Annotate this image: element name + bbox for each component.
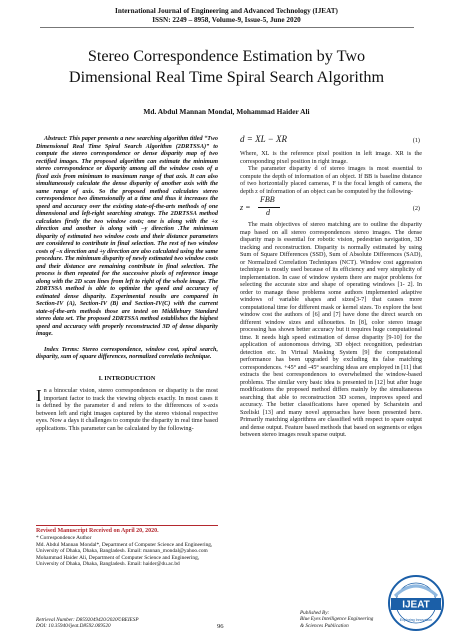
section-heading: I. INTRODUCTION [98,374,156,382]
correspondence-note: * Correspondence Author [36,535,92,542]
page-number: 96 [217,623,224,630]
author2-affiliation: Mohammad Haider Ali, Department of Computer Science and Engineering, University of Dhaka, Dhaka, Bangladesh. Email: haider@du.ac.bd [36,554,200,568]
title-line-1: Stereo Correspondence Estimation by Two [87,47,366,65]
logo-ring-text: Exploring Innovation [399,618,433,622]
manuscript-note [36,525,218,567]
intro-paragraph [36,388,218,433]
published-by: Published By: [300,610,330,616]
doi: DOI: 10.35940/ijeat.D8592.069520 [36,623,111,630]
journal-header [0,7,453,25]
publisher-line-1: Blue Eyes Intelligence Engineering [300,616,374,623]
index-terms: Index Terms: Stereo correspondence, window cost, spiral search, disparity, sum of square differences, normalized correlatio technique. [36,346,218,360]
publisher-line-2: & Sciences Publication [300,622,349,629]
equation-2-number: (2) [412,205,420,212]
retrieval-number: Retrieval Number: D8592049420/2020©BEIESP [36,617,139,623]
author1-affiliation: Md. Abdul Mannan Mondal*, Department of Computer Science and Engineering, University of Dhaka, Dhaka, Bangladesh. Email: mannan_mondal@yahoo.com [36,541,213,555]
equation-2-denominator: d [266,208,270,217]
header-rule [40,27,414,28]
equation-2-numerator: FBB [260,195,275,204]
ijeat-logo [385,574,447,632]
equation-1 [240,136,422,151]
title-line-2: Dimensional Real Time Spiral Search Algorithm [68,68,385,86]
footer-retrieval [36,617,139,630]
left-column [36,136,218,433]
logo-text: IJEAT [402,599,430,611]
where-paragraph: Where, XL is the reference pixel position in left image. XR is the corresponding pixel position in right image. [240,151,422,165]
disparity-paragraph: The parameter disparity d of stereo images is most essential to compute the depth of information of an object. If BB is baseline distance of two horizontally placed cameras, F is the focal length of camera, the depth z of information of an object can be computed by the following- [240,166,422,195]
paper-title [20,46,433,88]
drop-cap: I [36,386,42,405]
publisher-info [300,610,373,629]
abstract: Abstract: This paper presents a new searching algorithm titled “Two Dimensional Real Time Spiral Search Algorithm (2DRTSSA)” to compute the stereo correspondence or dense disparity map of two rectified images. The proposed algorithm can estimate the minimum stereo correspondence or disparity among all the window costs of a fixed axis from minimum to maximum range of that axis. It can also simultaneously calculate the dense disparity of another axis with the same range of axis. So the proposed method calculates stereo correspondence two dimensionally at a time and thus it increases the speed and accuracy over the existing state-of-the-arts methods of one dimensional and left-right searching strategy. The 2DRTSSA method calculates firstly the two window costs; one is along with the +x direction and another is along with –y direction .The minimum disparity of estimated two window costs and their distance parameters are considered to contribute in final selection. The rest of two window costs of –x direction and +y direction are also calculated using the same procedure. The minimum disparity of newly estimated two window costs and their distance are remaining contribute in final selection. The process is then repeated for the successive pixels of reference image along with the 2D scan lines from left to right of the whole image. The 2DRTSSA method is able to optimize the speed and accuracy of estimated dense disparity. Experimental results are compared in Section-IV (A), Section-IV (B) and Section-IV(C) with the current state-of-the-arts methods those are tested on Middlebury Standard stereo data set. The proposed 2DRTSSA method establishes the highest speed and accuracy with properly reconstructed 3D of dense disparity image. [36,136,218,337]
equation-2-lhs: z = [240,203,251,212]
equation-1-text: d = XL − XR [240,134,287,144]
journal-issn: ISSN: 2249 – 8958, Volume-9, Issue-5, June 2020 [152,16,301,24]
equation-2 [240,196,422,222]
journal-name: International Journal of Engineering and Advanced Technology (IJEAT) [115,7,338,15]
intro-text: n a binocular vision, stereo correspondences or disparity is the most important factor to track the viewing objects exactly. In most cases it is defined by the parameter d and refers to the differences of x-axis between left and right images captured by the stereo visional respective eyes. Now a days it challenges to compute the disparity in real time based applications. This parameter can be calculated by the following- [36,388,218,432]
revised-title: Revised Manuscript Received on April 20, 2020. [36,525,218,534]
authors: Md. Abdul Mannan Mondal, Mohammad Haider Ali [143,107,310,116]
equation-1-number: (1) [412,137,420,144]
right-column [240,136,422,440]
main-paragraph: The main objectives of stereo matching are to outline the disparity map based on all stereo correspondences stereo images. The dense disparity map is essential for robotic vision, pedestrian navigation, 3D tracking and reconstruction. Disparity is normally estimated by using Sum of Square Differences (SSD), Sum of Absolute Differences (SAD), or Normalized Correlation Techniques (NCT). Window cost aggression technique is mostly used because of its efficiency and very simplicity of implementation. In case of window system there are major problems for selecting the accurate size and shape of operating windows [1- 2]. In order to manage these problems some authors implemented adaptive windows of variable shapes and sizes[3-7] that causes more computational time for different mask or kernel sizes. To explore the best window cost the authors of [6] and [7] have done the direct search on different window sizes and silhouettes. In [8], color stereo image processing has shown better accuracy but it requires huge computational time. It needs high speed estimation of dense disparity [9-10] for the application of autonomous driving, 3D object recognition, pedestrian detection etc. In Virtual Masking System [9] the computational performance has been upgraded by excluding its false matching correspondences. +45° and -45° searching ideas are employed in [11] that extracts the best correspondences to overwhelmed the window-based problems. The similar very basic idea is presented in [12] but after huge modifications the proposed method differs mainly by the simultaneous searching that able to reconstruction 3D scenes, improves speed and accuracy. The better classifications have opened by Scharstein and Szeliski [13] and many novel approaches have been presented here. Primarily matching algorithms are classified with respect to spare output and dense output. Feature based methods that based on segments or edges between stereo images result sparse output. [240,222,422,438]
